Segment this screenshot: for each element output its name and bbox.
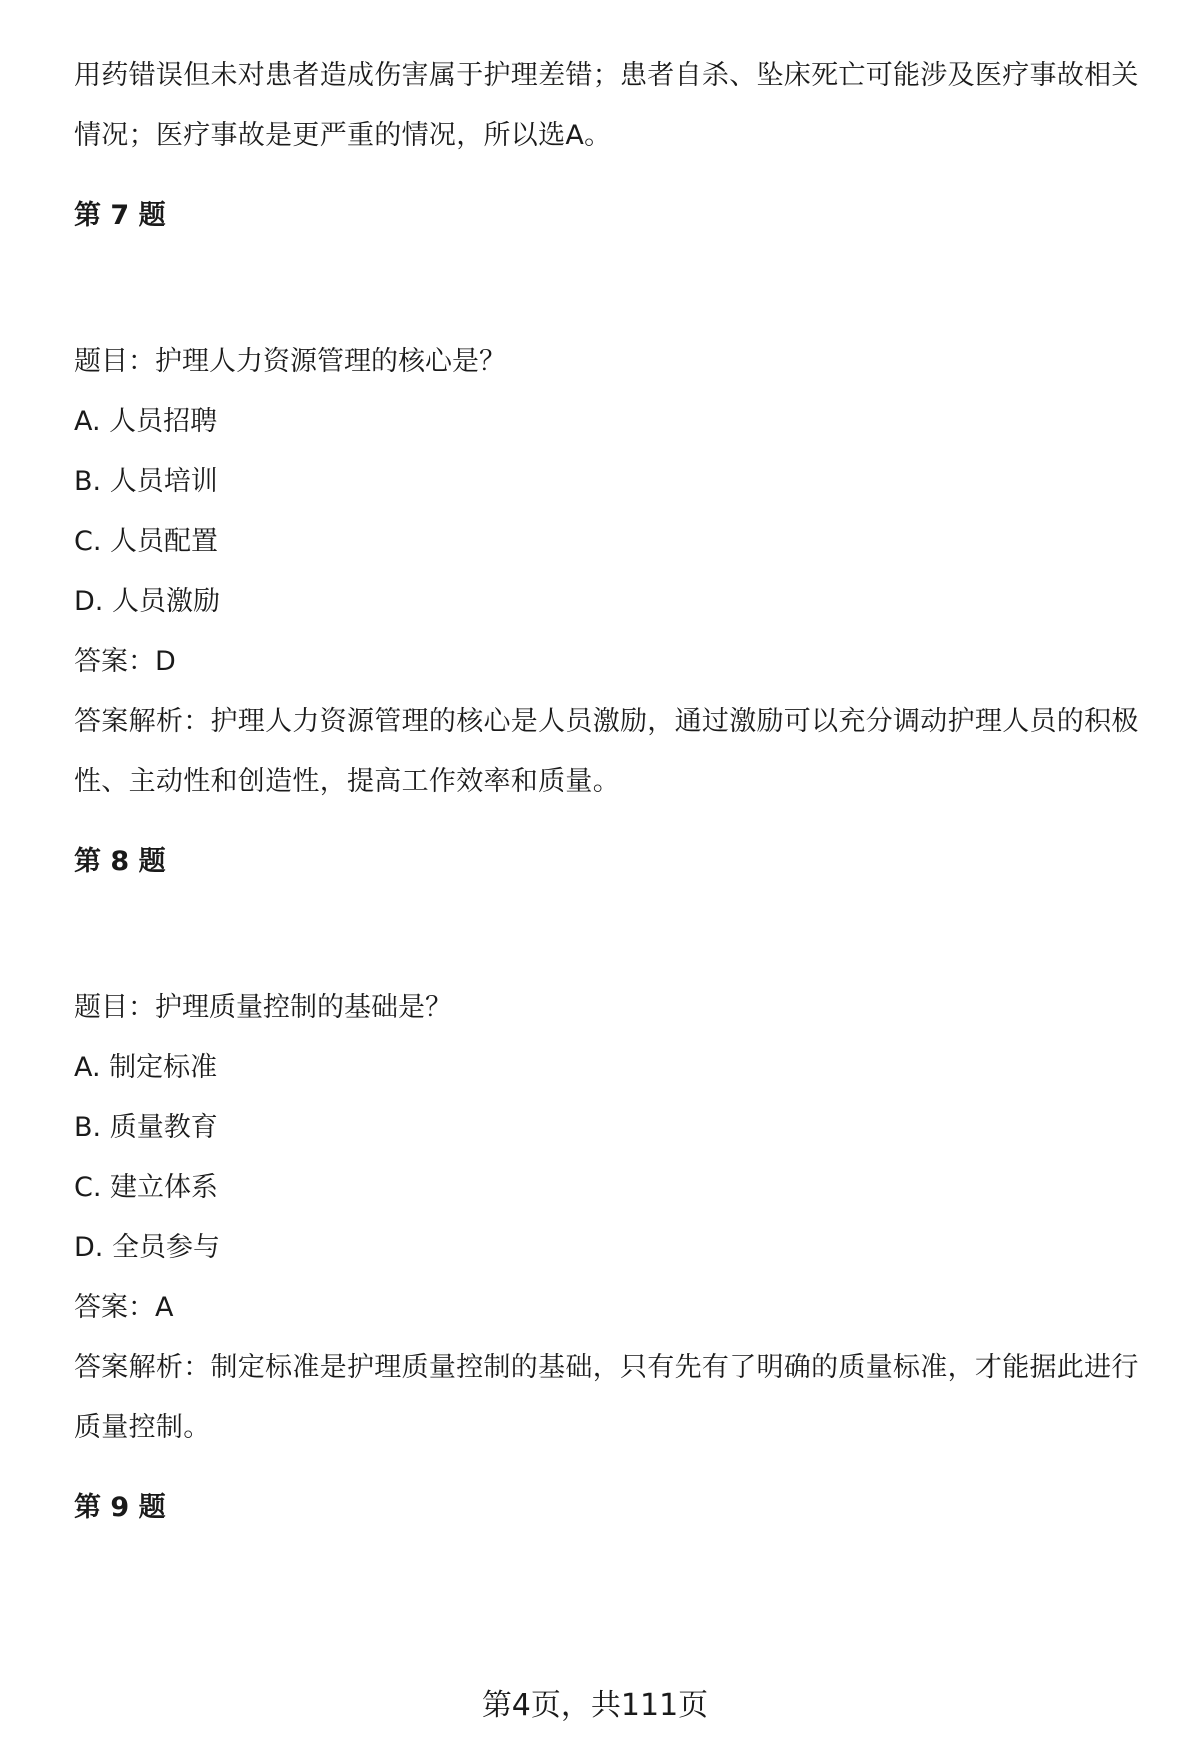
question-7-option-b: B. 人员培训 [74, 466, 218, 497]
question-7-option-c: C. 人员配置 [74, 526, 219, 557]
question-8-stem: 题目：护理质量控制的基础是？ [74, 992, 452, 1023]
question-7-option-d: D. 人员激励 [74, 586, 220, 617]
question-8-option-b: B. 质量教育 [74, 1112, 218, 1143]
question-7-option-a: A. 人员招聘 [74, 406, 218, 437]
question-9-heading: 第 9 题 [74, 1492, 166, 1523]
question-8-option-d: D. 全员参与 [74, 1232, 220, 1263]
question-8-option-c: C. 建立体系 [74, 1172, 219, 1203]
question-7-stem: 题目：护理人力资源管理的核心是？ [74, 346, 506, 377]
question-7-heading: 第 7 题 [74, 200, 166, 231]
question-8-explanation: 答案解析：制定标准是护理质量控制的基础，只有先有了明确的质量标准，才能据此进行质量控制。 [74, 1352, 1139, 1443]
question-8-answer: 答案：A [74, 1292, 174, 1323]
page-number-footer: 第4页，共111页 [481, 1688, 709, 1723]
previous-answer-explanation: 用药错误但未对患者造成伤害属于护理差错；患者自杀、坠床死亡可能涉及医疗事故相关情况；医疗事故是更严重的情况，所以选A。 [74, 60, 1139, 151]
page-content [74, 46, 1164, 1528]
question-8-option-a: A. 制定标准 [74, 1052, 218, 1083]
question-7-answer: 答案：D [74, 646, 176, 677]
question-7-explanation: 答案解析：护理人力资源管理的核心是人员激励，通过激励可以充分调动护理人员的积极性、主动性和创造性，提高工作效率和质量。 [74, 706, 1139, 797]
question-8-heading: 第 8 题 [74, 846, 166, 877]
